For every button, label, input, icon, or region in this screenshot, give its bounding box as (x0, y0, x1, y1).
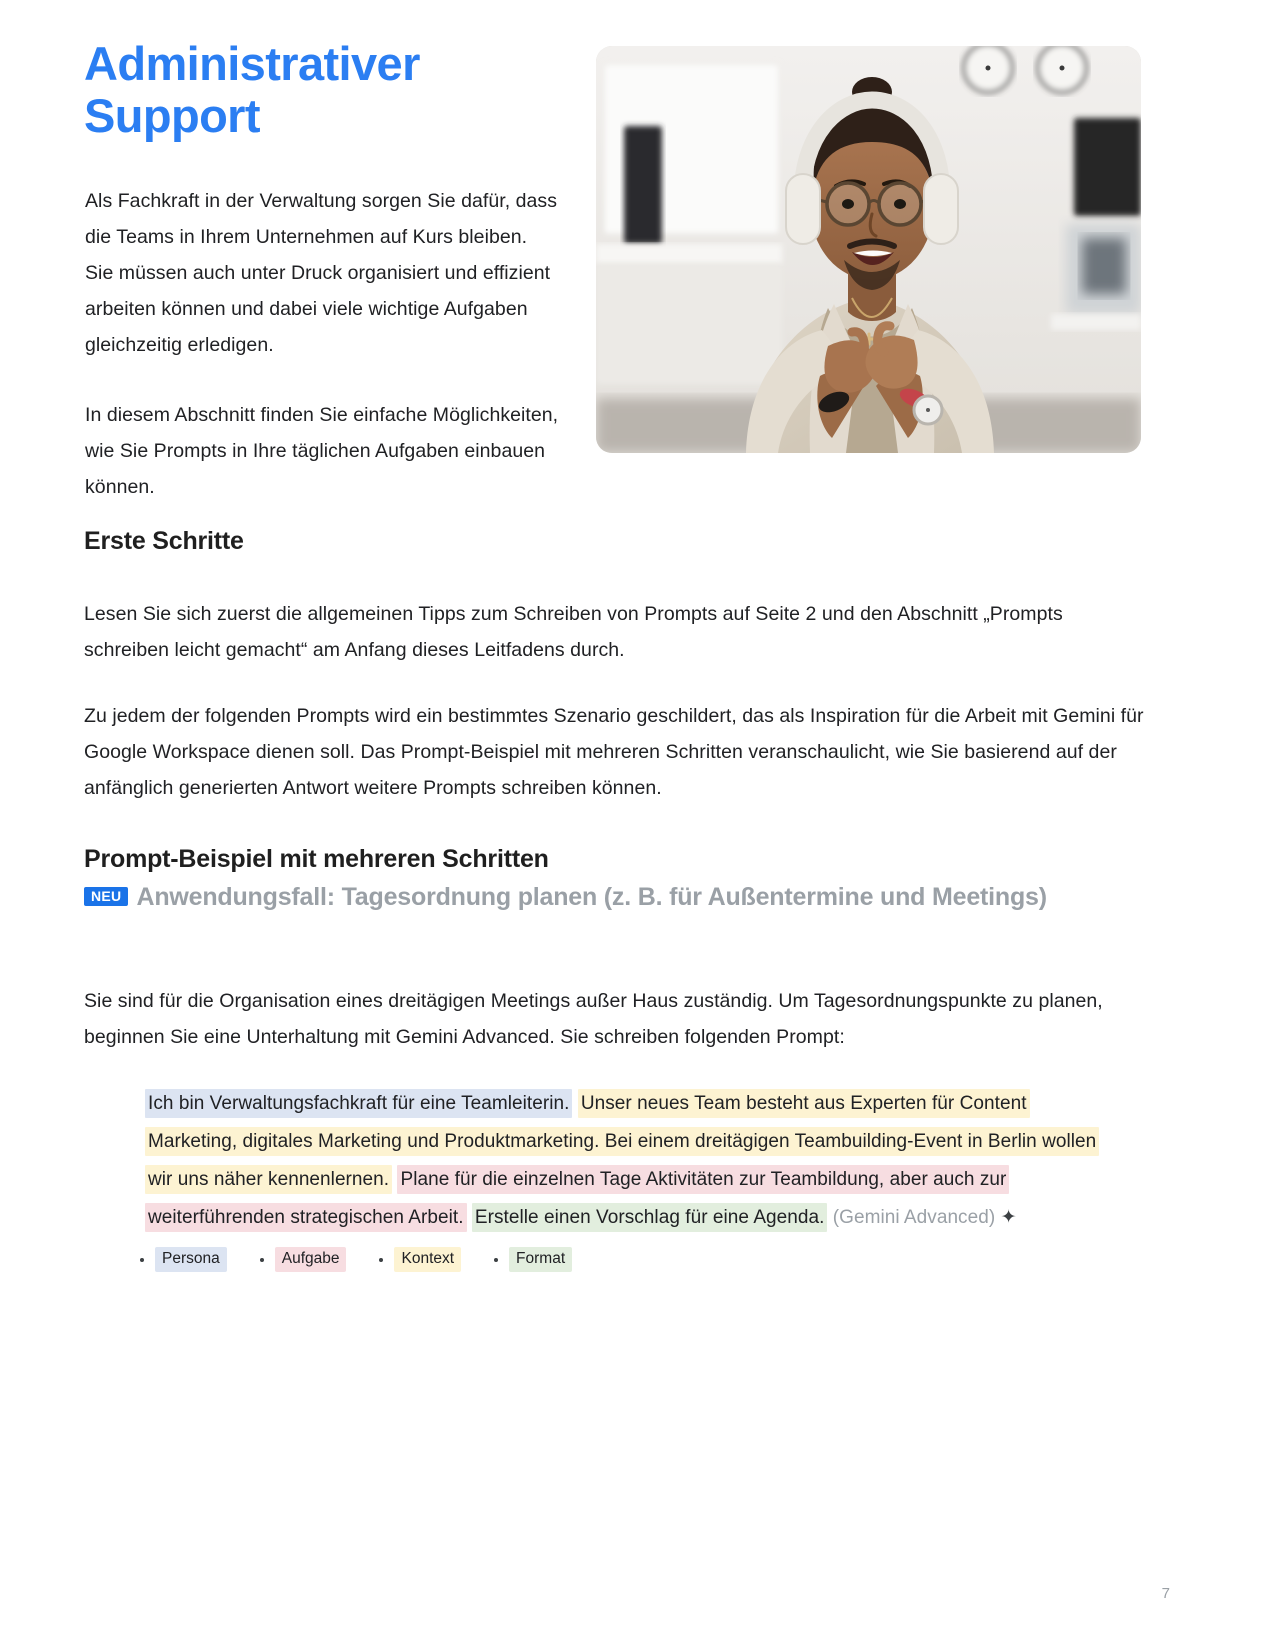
use-case-subtitle-row (84, 878, 1084, 916)
page-title-line-1: Administrativer (84, 37, 420, 90)
bullet-dot-icon (140, 1258, 144, 1262)
legend-label-kontext: Kontext (394, 1247, 461, 1272)
page-number: 7 (1161, 1585, 1170, 1602)
prompt-example-block (145, 1085, 1100, 1237)
heading-erste-schritte: Erste Schritte (84, 527, 244, 555)
bullet-dot-icon (260, 1258, 264, 1262)
paragraph-lesen-sie: Lesen Sie sich zuerst die allgemeinen Tipps zum Schreiben von Prompts auf Seite 2 und den Abschnitt „Prompts schreiben leicht gemacht“ am Anfang dieses Leitfadens durch. (84, 603, 1063, 661)
legend-item-persona (140, 1247, 260, 1272)
prompt-segment-persona: Ich bin Verwaltungsfachkraft für eine Teamleiterin. (145, 1089, 572, 1118)
paragraph-szenario: Sie sind für die Organisation eines dreitägigen Meetings außer Haus zuständig. Um Tagesordnungspunkte zu planen, beginnen Sie eine Unterhaltung mit Gemini Advanced. Sie schreiben folgenden Prompt: (84, 990, 1103, 1048)
use-case-subtitle-text: Anwendungsfall: Tagesordnung planen (z. B. für Außentermine und Meetings) (136, 883, 1047, 911)
intro-paragraph-2: In diesem Abschnitt finden Sie einfache Möglichkeiten, wie Sie Prompts in Ihre täglichen Aufgaben einbauen können. (85, 404, 559, 498)
model-note: (Gemini Advanced) (832, 1207, 996, 1228)
intro-paragraph-1: Als Fachkraft in der Verwaltung sorgen Sie dafür, dass die Teams in Ihrem Unternehmen auf Kurs bleiben. Sie müssen auch unter Druck organisiert und effizient arbeiten können und dabei viele wichtige Aufgaben gleichzeitig erledigen. (85, 190, 558, 356)
paragraph-zu-jedem: Zu jedem der folgenden Prompts wird ein bestimmtes Szenario geschildert, das als Inspiration für die Arbeit mit Gemini für Google Workspace dienen soll. Das Prompt-Beispiel mit mehreren Schritten veranschaulicht, wie Sie basierend auf der anfänglich generierten Antwort weitere Prompts schreiben können. (84, 705, 1144, 799)
neu-badge: NEU (84, 887, 128, 906)
hero-photo (596, 46, 1141, 453)
legend-label-format: Format (509, 1247, 572, 1272)
header-zone (84, 37, 1144, 498)
page-title-line-2: Support (84, 88, 260, 142)
bullet-dot-icon (494, 1258, 498, 1262)
legend-item-aufgabe (260, 1247, 380, 1272)
office-person-illustration (596, 46, 1141, 453)
heading-prompt-beispiel: Prompt-Beispiel mit mehreren Schritten (84, 845, 549, 873)
intro-column (85, 183, 560, 505)
bullet-dot-icon (379, 1258, 383, 1262)
prompt-segment-format: Erstelle einen Vorschlag für eine Agenda. (472, 1203, 828, 1232)
legend-item-format (494, 1247, 605, 1272)
prompt-segment-kontext: Unser neues Team besteht aus Experten für Content Marketing, digitales Marketing und Produktmarketing. Bei einem dreitägigen Teambuilding-Event in Berlin wollen wir uns näher kennenlernen. (145, 1089, 1099, 1194)
sparkle-icon: ✦ (1000, 1207, 1017, 1228)
legend-label-persona: Persona (155, 1247, 227, 1272)
legend-item-kontext (379, 1247, 494, 1272)
page-title (84, 38, 584, 141)
legend-label-aufgabe: Aufgabe (275, 1247, 347, 1272)
highlight-legend (140, 1247, 605, 1272)
prompt-segment-aufgabe: Plane für die einzelnen Tage Aktivitäten zur Teambildung, aber auch zur weiterführenden strategischen Arbeit. (145, 1165, 1009, 1232)
